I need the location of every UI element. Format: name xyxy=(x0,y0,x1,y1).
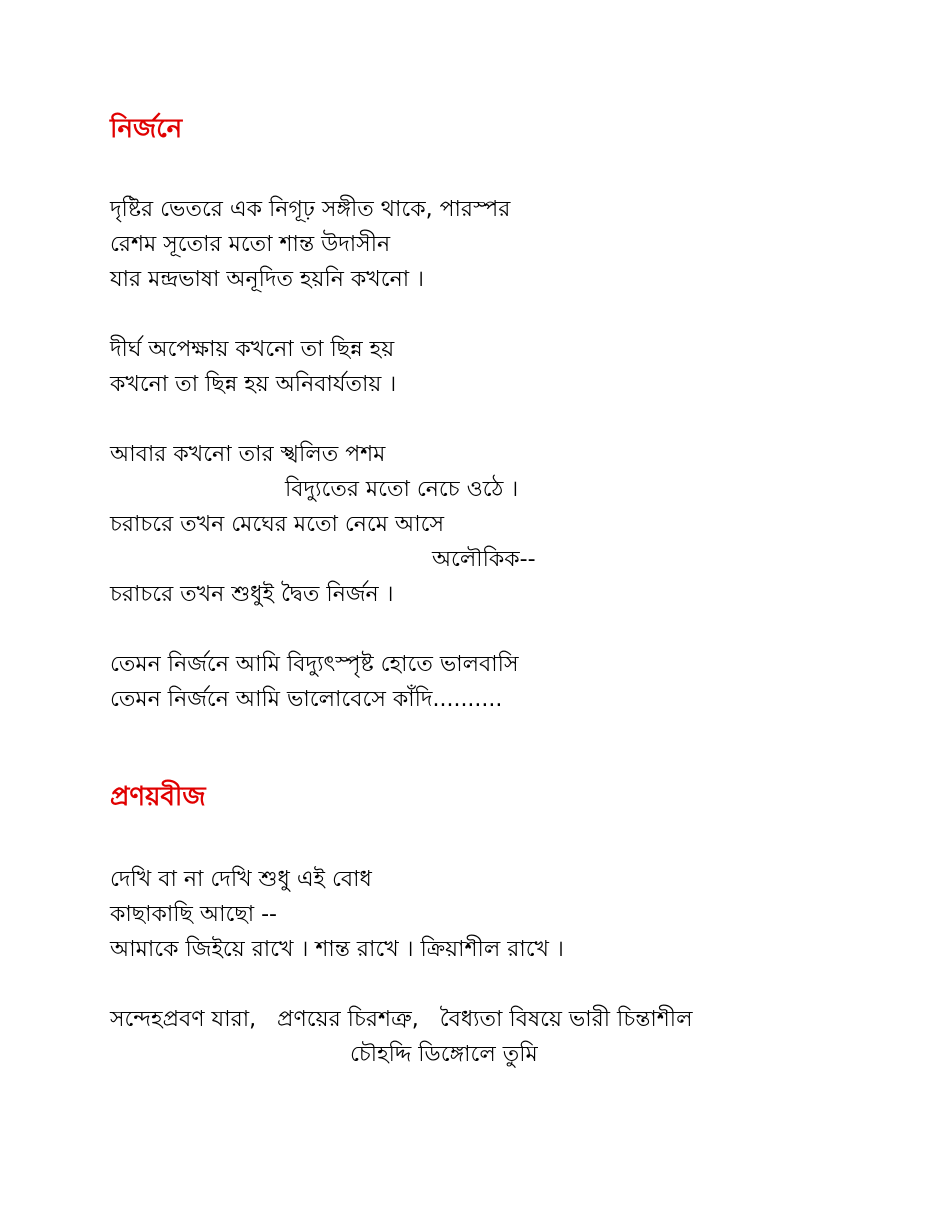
poem-line: অলৌকিক-- xyxy=(432,547,536,572)
poem-line: বিদ্যুতের মতো নেচে ওঠে । xyxy=(285,477,519,502)
poem-line: চৌহদ্দি ডিঙ্গোলে তুমি xyxy=(350,1042,538,1067)
poem-line: আমাকে জিইয়ে রাখে । শান্ত রাখে । ক্রিয়াশীল রাখে । xyxy=(110,937,564,962)
poem-line: রেশম সূতোর মতো শান্ত উদাসীন xyxy=(110,232,391,257)
poem-line: কাছাকাছি আছো -- xyxy=(110,902,277,927)
poem-title: নির্জনে xyxy=(110,114,183,144)
poem-line: তেমন নির্জনে আমি বিদ্যুৎস্পৃষ্ট হোতে ভালবাসি xyxy=(110,652,519,677)
poem-line: কখনো তা ছিন্ন হয় অনিবার্যতায় । xyxy=(110,372,397,397)
poem-line: চরাচরে তখন মেঘের মতো নেমে আসে xyxy=(110,512,444,537)
poem-line: চরাচরে তখন শুধুই দ্বৈত নির্জন । xyxy=(110,582,394,607)
poem-line: দেখি বা না দেখি শুধু এই বোধ xyxy=(110,867,372,892)
poem-title: প্রণয়বীজ xyxy=(110,782,206,812)
poem-line: তেমন নির্জনে আমি ভালোবেসে কাঁদি.......... xyxy=(110,687,503,712)
poem-line: যার মন্দ্রভাষা অনূদিত হয়নি কখনো । xyxy=(110,267,424,292)
poem-line: দৃষ্টির ভেতরে এক নিগূঢ় সঙ্গীত থাকে, পারস্পর xyxy=(110,197,511,222)
poem-line: আবার কখনো তার স্খলিত পশম xyxy=(110,442,386,467)
poem-line: দীর্ঘ অপেক্ষায় কখনো তা ছিন্ন হয় xyxy=(110,337,395,362)
poem-line: সন্দেহপ্রবণ যারা, প্রণয়ের চিরশত্রু, বৈধ্যতা বিষয়ে ভারী চিন্তাশীল xyxy=(110,1007,693,1032)
